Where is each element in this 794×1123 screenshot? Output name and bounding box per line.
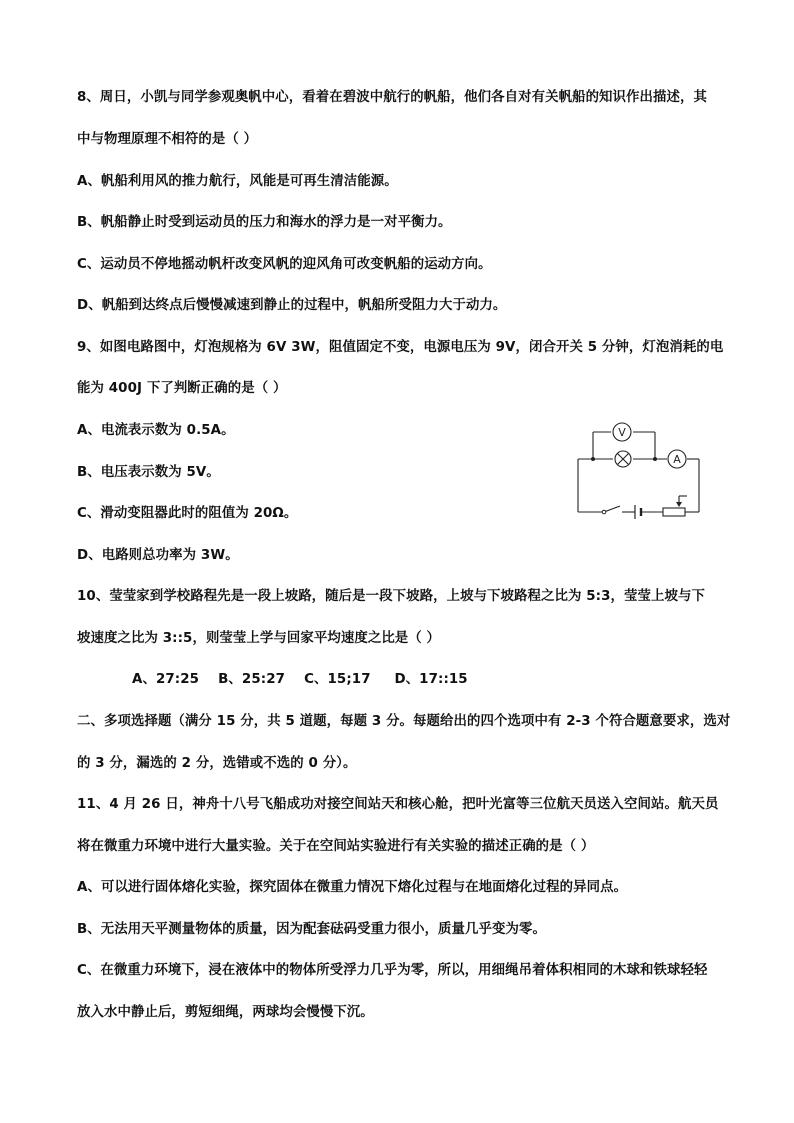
q11-stem-line2: 将在微重力环境中进行大量实验。关于在空间站实验进行有关实验的描述正确的是（ ） [77, 839, 595, 854]
q9-stem-line1: 9、如图电路图中，灯泡规格为 6V 3W，阻值固定不变，电源电压为 9V，闭合开关 5 分钟，灯泡消耗的电 [77, 340, 724, 355]
q8-option-c: C、运动员不停地摇动帆杆改变风帆的迎风角可改变帆船的运动方向。 [77, 257, 492, 272]
voltmeter-label: V [618, 426, 626, 439]
q11-option-b: B、无法用天平测量物体的质量，因为配套砝码受重力很小，质量几乎变为零。 [77, 922, 546, 937]
q9-option-a: A、电流表示数为 0.5A。 [77, 423, 235, 438]
q11-option-c-line2: 放入水中静止后，剪短细绳，两球均会慢慢下沉。 [77, 1005, 374, 1020]
q9-option-d: D、电路则总功率为 3W。 [77, 548, 239, 563]
ammeter-label: A [673, 453, 681, 466]
q10-stem-line1: 10、莹莹家到学校路程先是一段上坡路，随后是一段下坡路，上坡与下坡路程之比为 5:3，莹莹上坡与下 [77, 589, 705, 604]
q8-option-a: A、帆船利用风的推力航行，风能是可再生清洁能源。 [77, 174, 398, 189]
q10-options: A、27:25 B、25:27 C、15;17 D、17::15 [132, 672, 468, 687]
q11-option-c-line1: C、在微重力环境下，浸在液体中的物体所受浮力几乎为零，所以，用细绳吊着体积相同的木球和铁球轻轻 [77, 963, 708, 978]
q9-option-c: C、滑动变阻器此时的阻值为 20Ω。 [77, 506, 298, 521]
q8-option-b: B、帆船静止时受到运动员的压力和海水的浮力是一对平衡力。 [77, 215, 452, 230]
q9-option-b: B、电压表示数为 5V。 [77, 465, 220, 480]
section2-heading-line2: 的 3 分，漏选的 2 分，选错或不选的 0 分）。 [77, 756, 357, 771]
q9-stem-line2: 能为 400J 下了判断正确的是（ ） [77, 381, 287, 396]
q8-stem-line1: 8、周日，小凯与同学参观奥帆中心，看着在碧波中航行的帆船，他们各自对有关帆船的知识作出描述，其 [77, 90, 707, 105]
circuit-diagram [575, 420, 705, 520]
q10-stem-line2: 坡速度之比为 3::5，则莹莹上学与回家平均速度之比是（ ） [77, 631, 441, 646]
q8-option-d: D、帆船到达终点后慢慢减速到静止的过程中，帆船所受阻力大于动力。 [77, 298, 507, 313]
q11-option-a: A、可以进行固体熔化实验，探究固体在微重力情况下熔化过程与在地面熔化过程的异同点。 [77, 880, 628, 895]
section2-heading-line1: 二、多项选择题（满分 15 分，共 5 道题，每题 3 分。每题给出的四个选项中有 2-3 个符合题意要求，选对 [77, 714, 731, 729]
q11-stem-line1: 11、4 月 26 日，神舟十八号飞船成功对接空间站天和核心舱，把叶光富等三位航天员送入空间站。航天员 [77, 797, 719, 812]
q8-stem-line2: 中与物理原理不相符的是（ ） [77, 132, 258, 147]
